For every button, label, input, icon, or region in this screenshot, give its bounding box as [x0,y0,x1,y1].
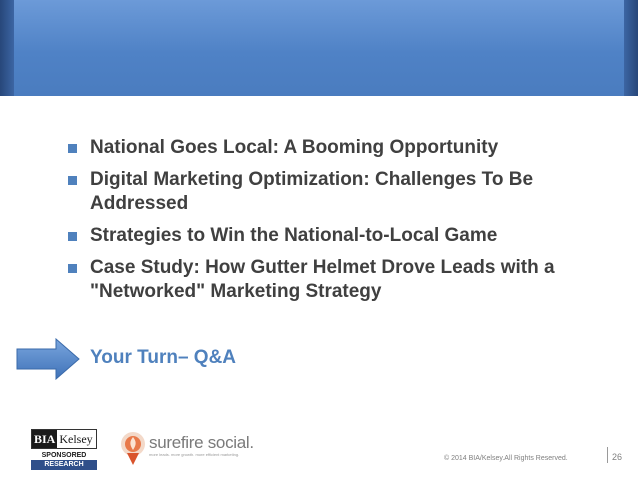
research-label: RESEARCH [31,460,97,470]
bullet-square-icon [68,264,77,273]
sponsored-label: SPONSORED [41,452,87,459]
surefire-flame-icon [120,431,146,467]
surefire-name: surefire social. [149,433,254,452]
agenda-item [66,136,606,160]
surefire-social-logo [149,434,254,458]
current-item-arrow-icon [16,338,80,380]
bia-name: Kelsey [59,432,93,446]
bullet-square-icon [68,176,77,185]
agenda-item-text: Case Study: How Gutter Helmet Drove Leads with a "Networked" Marketing Strategy [90,257,555,302]
agenda-list [66,136,606,312]
current-agenda-item: Your Turn– Q&A [90,347,237,368]
agenda-item [66,224,606,248]
agenda-item [66,256,606,304]
banner-right-edge [624,0,638,96]
banner-left-edge [0,0,14,96]
bia-mark: BIA [34,432,56,446]
page-number: 26 [612,452,623,462]
bia-kelsey-logo [31,429,97,471]
agenda-item-text: National Goes Local: A Booming Opportunity [90,137,499,158]
surefire-tagline: more leads. more growth. more efficient marketing. [149,452,240,457]
bullet-square-icon [68,232,77,241]
agenda-item-text: Strategies to Win the National-to-Local Game [90,225,498,246]
agenda-item [66,168,606,216]
copyright-text: © 2014 BIA/Kelsey.All Rights Reserved. [444,455,568,462]
title-banner [0,0,638,96]
agenda-item-text: Digital Marketing Optimization: Challenges To Be Addressed [90,169,534,214]
bullet-square-icon [68,144,77,153]
footer-divider [607,447,608,463]
